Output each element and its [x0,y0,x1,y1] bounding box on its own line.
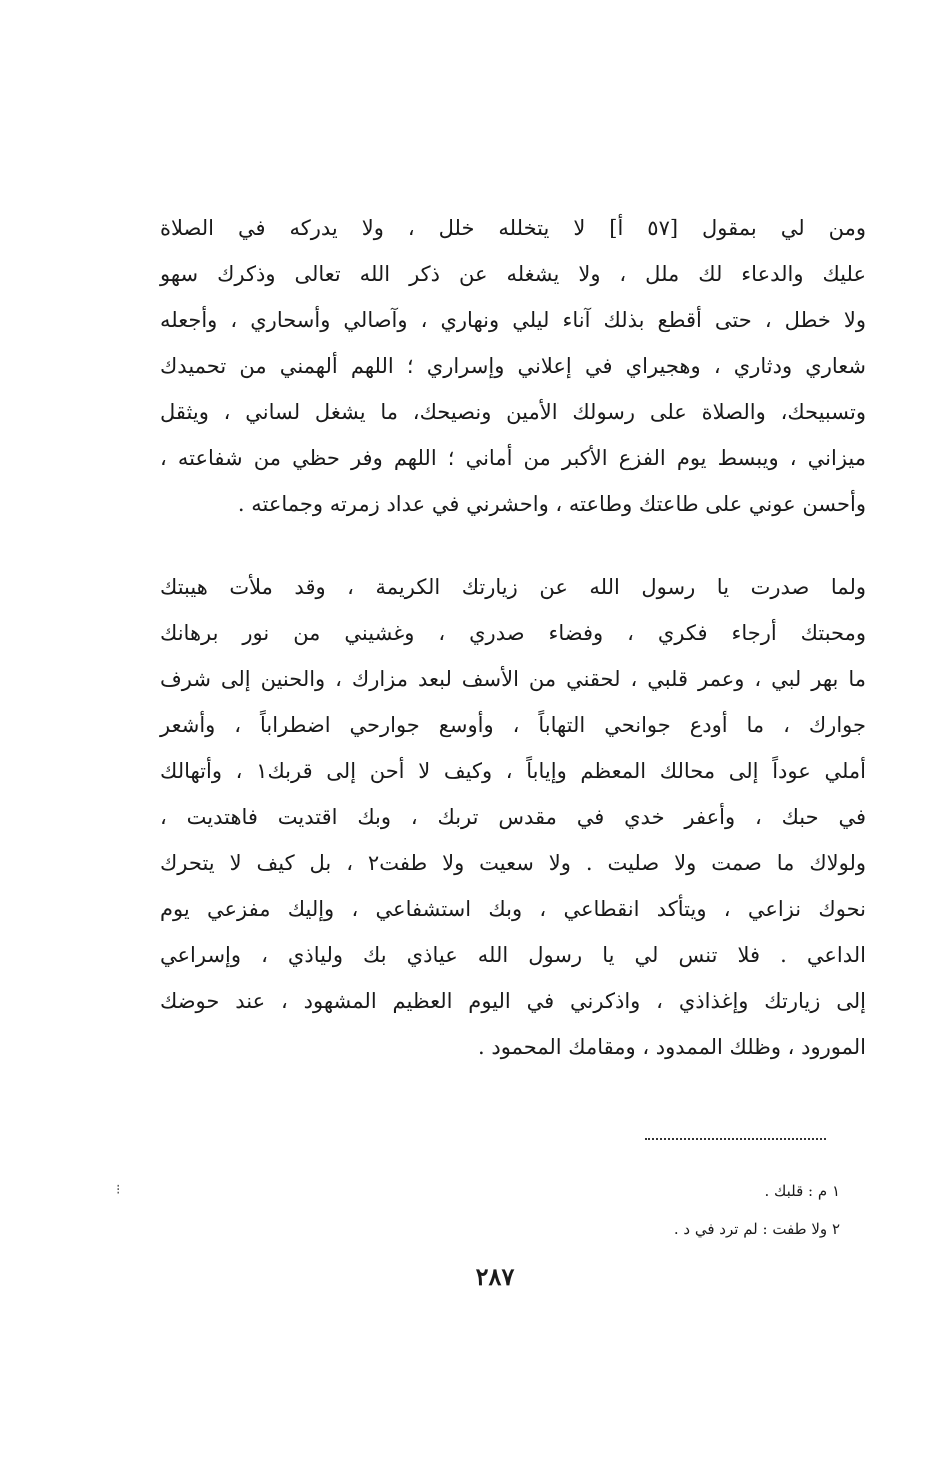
text-line: نحوك نزاعي ، ويتأكد انقطاعي ، وبك استشفاعي ، وإليك مفزعي يوم [160,897,866,921]
footnote-separator [645,1138,826,1140]
text-line: شعاري ودثاري ، وهجيراي في إعلاني وإسراري ؛ اللهم ألهمني من تحميدك [160,354,866,378]
footnote-2: ٢ ولا طفت : لم ترد في د . [673,1220,840,1238]
text-line: المورود ، وظلك الممدود ، ومقامك المحمود . [478,1035,866,1059]
page-number: ٢٨٧ [475,1262,515,1291]
text-line: ولولاك ما صمت ولا صليت . ولا سعيت ولا طفت٢ ، بل كيف لا يتحرك [160,851,866,875]
margin-mark-icon: ⁝ [116,1182,121,1198]
text-line: ومحبتك أرجاء فكري ، وفضاء صدري ، وغشيني من نور برهانك [160,621,866,645]
text-line: الداعي . فلا تنس لي يا رسول الله عياذي بك ولياذي ، وإسراعي [160,943,866,967]
text-line: جوارك ، ما أودع جوانحي التهاباً ، وأوسع جوارحي اضطراباً ، وأشعر [160,713,866,737]
text-line: في حبك ، وأعفر خدي في مقدس تربك ، وبك اقتديت فاهتديت ، [160,805,866,829]
footnotes [500,1172,840,1248]
text-line: إلى زيارتك وإغذاذي ، واذكرني في اليوم العظيم المشهود ، عند حوضك [160,989,866,1013]
text-line: وتسبيحك، والصلاة على رسولك الأمين ونصيحك، ما يشغل لساني ، ويثقل [160,400,866,424]
paragraph-1 [160,205,866,527]
text-line: وأحسن عوني على طاعتك وطاعته ، واحشرني في عداد زمرته وجماعته . [237,492,866,516]
text-line: ولما صدرت يا رسول الله عن زيارتك الكريمة ، وقد ملأت هيبتك [160,575,866,599]
text-line: ولا خطل ، حتى أقطع بذلك آناء ليلي ونهاري ، وآصالي وأسحاري ، وأجعله [160,308,866,332]
paragraph-2 [160,564,866,1070]
text-line: أملي عوداً إلى محالك المعظم وإياباً ، وكيف لا أحن إلى قربك١ ، وأتهالك [160,759,866,783]
text-line: ميزاني ، ويبسط يوم الفزع الأكبر من أماني ؛ اللهم وفر حظي من شفاعته ، [160,446,866,470]
text-line: ما بهر لبي ، وعمر قلبي ، لحقني من الأسف لبعد مزارك ، والحنين إلى شرف [160,667,866,691]
footnote-1: ١ م : قلبك . [764,1182,840,1200]
text-line: عليك والدعاء لك ملل ، ولا يشغله عن ذكر الله تعالى وذكرك سهو [160,262,866,286]
text-line: ومن لي بمقول [٥٧ أ] لا يتخلله خلل ، ولا يدركه في الصلاة [160,216,866,240]
